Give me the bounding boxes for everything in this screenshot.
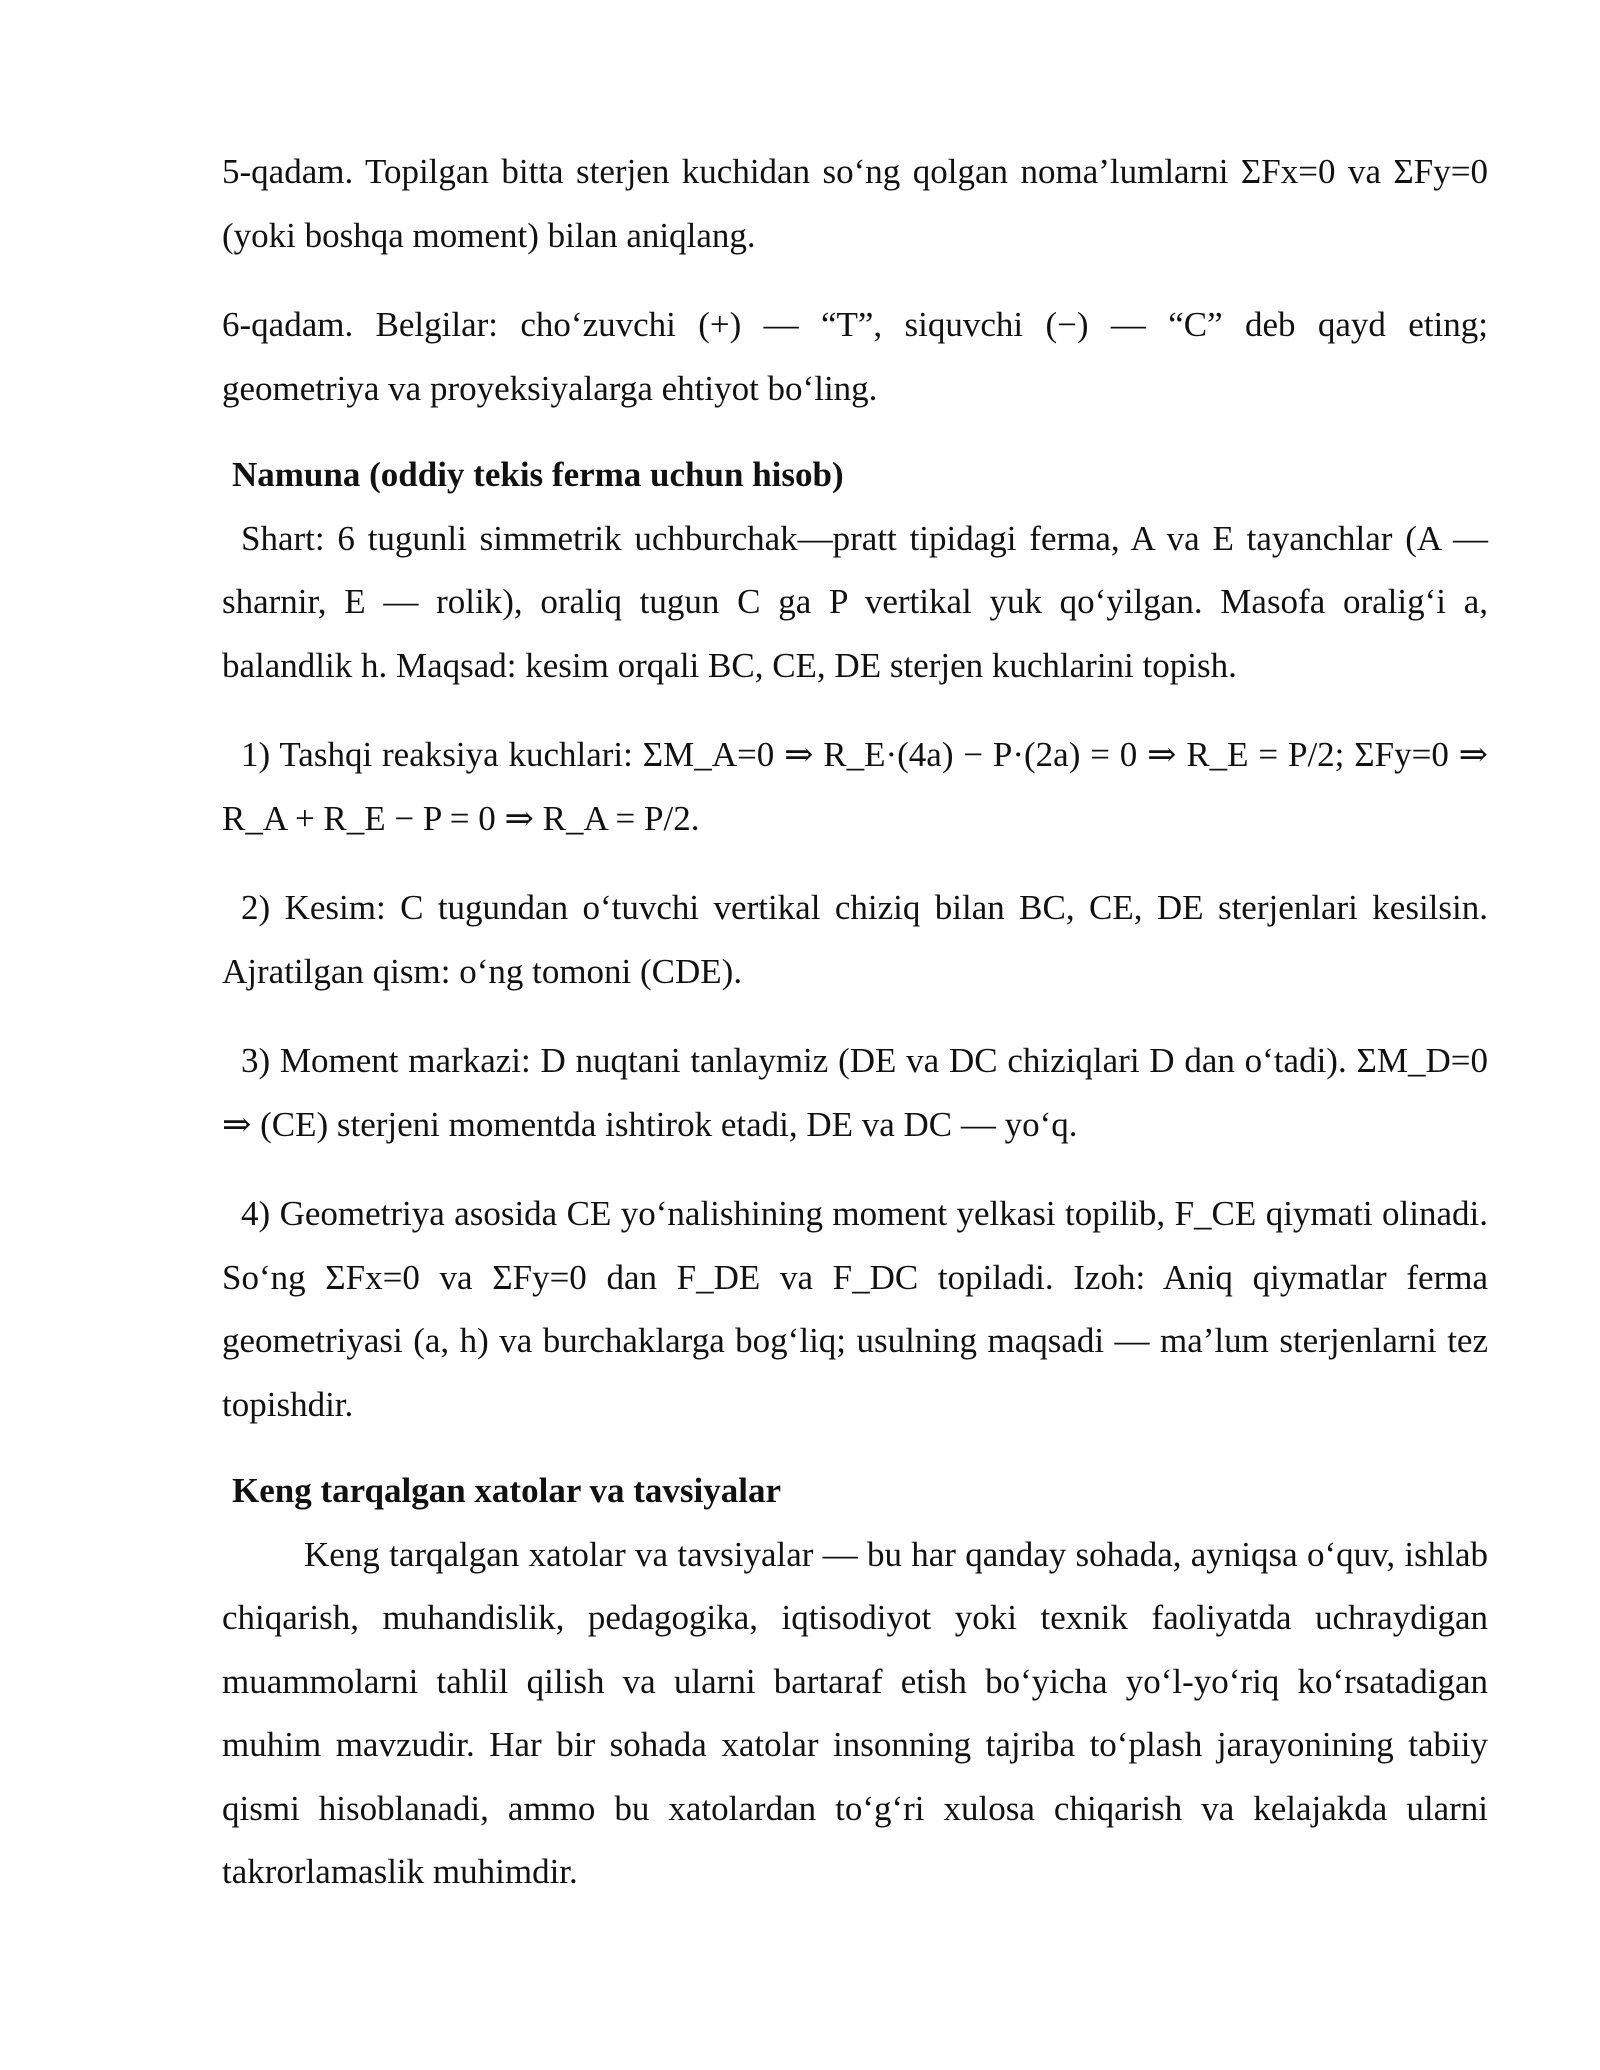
example-step-4: 4) Geometriya asosida CE yo‘nalishining moment yelkasi topilib, F_CE qiymati olinadi. So‘ng ΣFx=0 va ΣFy=0 dan F_DE va F_DC topiladi. Izoh: Aniq qiymatlar ferma geometriyasi (a, h) va burchaklarga bog‘liq; usulning maqsadi — ma’lum sterjenlarni tez topishdir. xyxy=(222,1194,1488,1424)
example-step-2: 2) Kesim: C tugundan o‘tuvchi vertikal chiziq bilan BC, CE, DE sterjenlari kesilsin. Ajratilgan qism: o‘ng tomoni (CDE). xyxy=(222,888,1488,991)
step-5-paragraph: 5-qadam. Topilgan bitta sterjen kuchidan so‘ng qolgan noma’lumlarni ΣFx=0 va ΣFy=0 (yoki boshqa moment) bilan aniqlang. xyxy=(222,152,1488,255)
example-heading: Namuna (oddiy tekis ferma uchun hisob) xyxy=(232,455,844,494)
mistakes-paragraph: Keng tarqalgan xatolar va tavsiyalar — bu har qanday sohada, ayniqsa o‘quv, ishlab chiqarish, muhandislik, pedagogika, iqtisodiyot yoki texnik faoliyatda uchraydigan muammolarni tahlil qilish va ularni bartaraf etish bo‘yicha yo‘l-yo‘riq ko‘rsatadigan muhim mavzudir. Har bir sohada xatolar insonning tajriba to‘plash jarayonining tabiiy qismi hisoblanadi, ammo bu xatolardan to‘g‘ri xulosa chiqarish va kelajakda ularni takrorlamaslik muhimdir. xyxy=(222,1534,1488,1891)
mistakes-heading: Keng tarqalgan xatolar va tavsiyalar xyxy=(232,1471,781,1510)
document-body xyxy=(222,140,1488,1904)
example-condition-paragraph: Shart: 6 tugunli simmetrik uchburchak—pratt tipidagi ferma, A va E tayanchlar (A — sharnir, E — rolik), oraliq tugun C ga P vertikal yuk qo‘yilgan. Masofa oralig‘i a, balandlik h. Maqsad: kesim orqali BC, CE, DE sterjen kuchlarini topish. xyxy=(222,518,1488,685)
example-step-1: 1) Tashqi reaksiya kuchlari: ΣM_A=0 ⇒ R_E·(4a) − P·(2a) = 0 ⇒ R_E = P/2; ΣFy=0 ⇒ R_A + R_E − P = 0 ⇒ R_A = P/2. xyxy=(222,735,1488,838)
step-6-paragraph: 6-qadam. Belgilar: cho‘zuvchi (+) — “T”, siquvchi (−) — “C” deb qayd eting; geometriya va proyeksiyalarga ehtiyot bo‘ling. xyxy=(222,305,1488,408)
example-step-3: 3) Moment markazi: D nuqtani tanlaymiz (DE va DC chiziqlari D dan o‘tadi). ΣM_D=0 ⇒ (CE) sterjeni momentda ishtirok etadi, DE va DC — yo‘q. xyxy=(222,1041,1488,1144)
